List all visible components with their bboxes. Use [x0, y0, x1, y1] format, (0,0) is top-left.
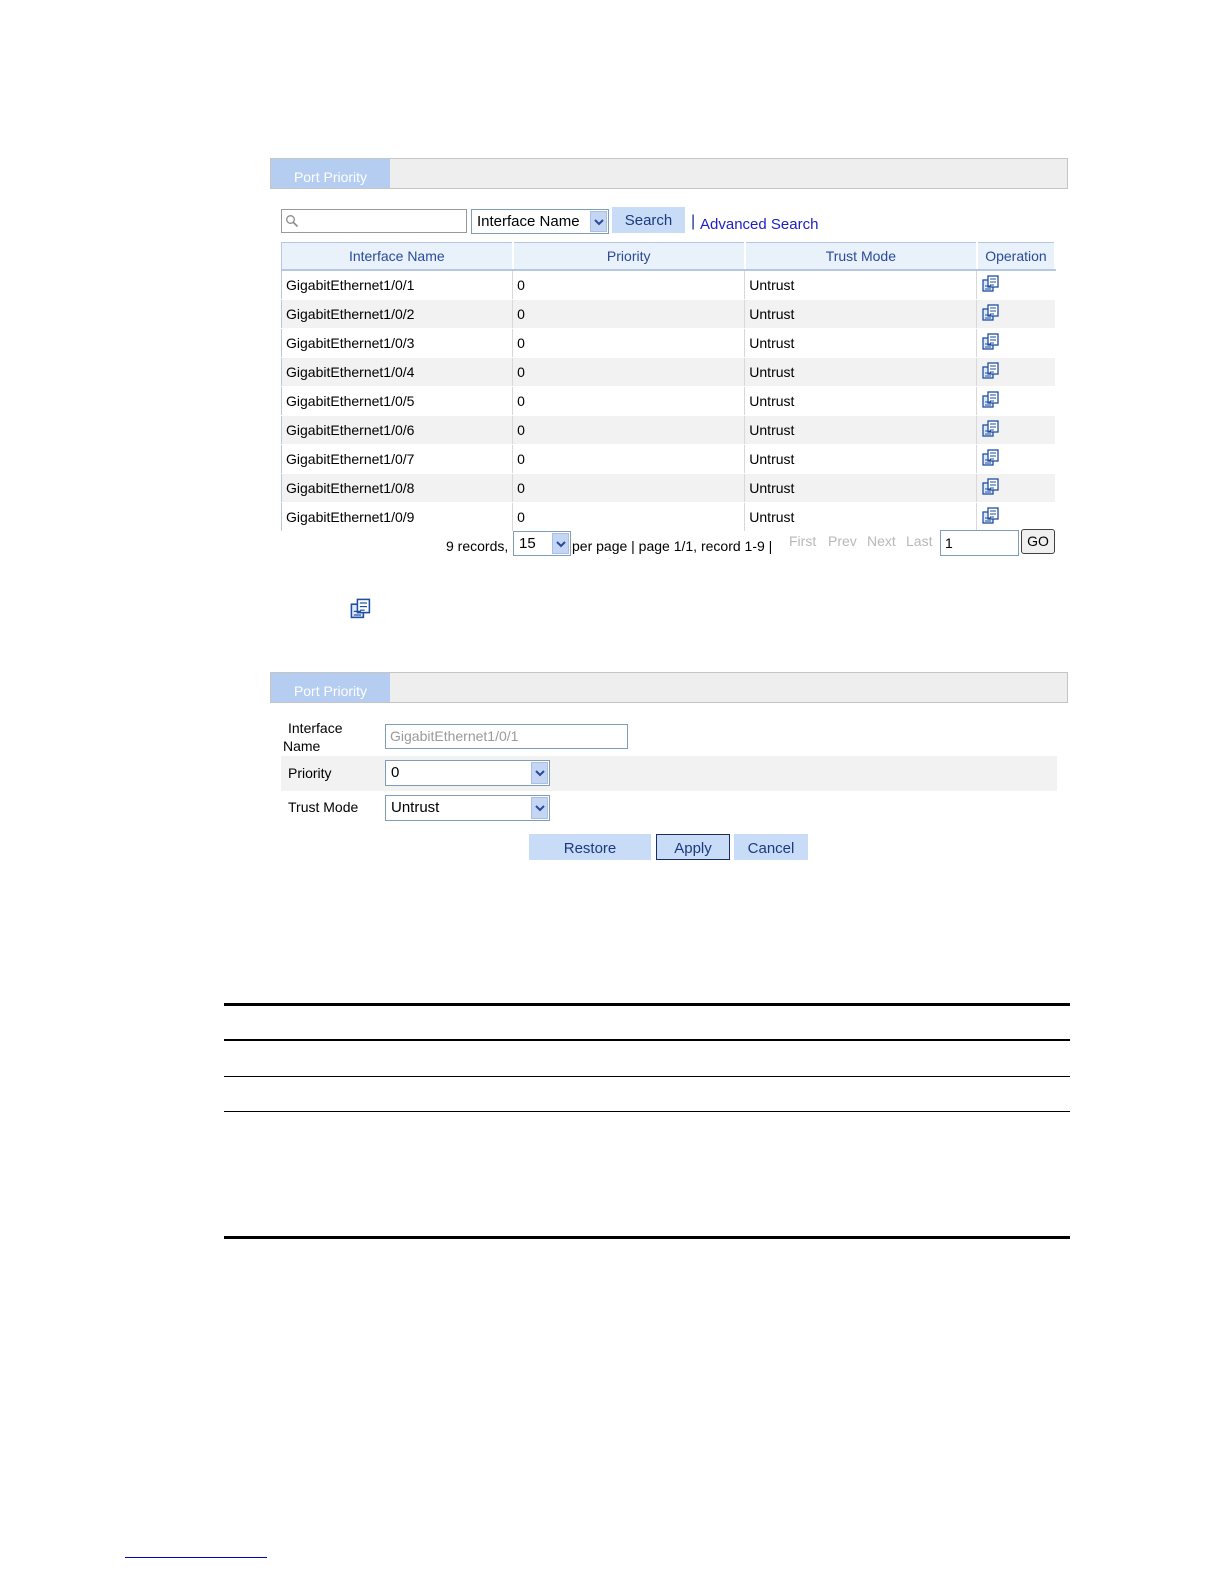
- cell-trust-mode: Untrust: [745, 329, 977, 358]
- trust-mode-value: Untrust: [391, 799, 440, 816]
- cell-interface: GigabitEthernet1/0/5: [282, 387, 513, 416]
- table-row: [282, 416, 1056, 445]
- cell-trust-mode: Untrust: [745, 445, 977, 474]
- table-rule-row1: [224, 1076, 1070, 1077]
- search-input-box[interactable]: [281, 209, 467, 233]
- table-row: [282, 474, 1056, 503]
- cell-interface: GigabitEthernet1/0/3: [282, 329, 513, 358]
- edit-icon[interactable]: [981, 303, 1001, 323]
- cell-interface: GigabitEthernet1/0/1: [282, 270, 513, 300]
- cell-priority: 0: [513, 358, 745, 387]
- cell-priority: 0: [513, 474, 745, 503]
- cancel-button[interactable]: Cancel: [734, 834, 808, 860]
- cell-interface: GigabitEthernet1/0/6: [282, 416, 513, 445]
- chevron-down-icon[interactable]: [531, 762, 548, 784]
- table-row: [282, 300, 1056, 329]
- cell-interface: GigabitEthernet1/0/2: [282, 300, 513, 329]
- edit-icon[interactable]: [981, 448, 1001, 468]
- advanced-search-link[interactable]: Advanced Search: [700, 216, 819, 233]
- header-priority[interactable]: Priority: [513, 243, 745, 271]
- trust-mode-label: Trust Mode: [288, 799, 359, 815]
- pager-prev[interactable]: Prev: [828, 533, 857, 549]
- table-row: [282, 329, 1056, 358]
- priority-value: 0: [391, 764, 400, 781]
- cell-interface: GigabitEthernet1/0/8: [282, 474, 513, 503]
- search-separator: |: [691, 213, 696, 230]
- cell-priority: 0: [513, 387, 745, 416]
- interface-name-field[interactable]: GigabitEthernet1/0/1: [385, 724, 628, 749]
- table-row: [282, 445, 1056, 474]
- pager-last[interactable]: Last: [906, 533, 933, 549]
- edit-icon[interactable]: [981, 332, 1001, 352]
- cell-operation: [977, 358, 1055, 387]
- search-input[interactable]: [300, 212, 464, 232]
- pager-first[interactable]: First: [789, 533, 817, 549]
- table-rule-header: [224, 1039, 1070, 1041]
- cell-priority: 0: [513, 270, 745, 300]
- cell-trust-mode: Untrust: [745, 387, 977, 416]
- cell-priority: 0: [513, 445, 745, 474]
- cell-operation: [977, 329, 1055, 358]
- table-row: [282, 387, 1056, 416]
- restore-button[interactable]: Restore: [529, 834, 651, 860]
- trust-mode-select[interactable]: [385, 795, 550, 821]
- table-rule-top: [224, 1003, 1070, 1006]
- go-button[interactable]: GO: [1021, 529, 1055, 554]
- table-row: [282, 503, 1056, 532]
- edit-icon[interactable]: [981, 390, 1001, 410]
- apply-button[interactable]: Apply: [656, 834, 730, 860]
- edit-icon[interactable]: [981, 477, 1001, 497]
- header-operation: Operation: [977, 243, 1055, 271]
- tab-port-priority[interactable]: Port Priority: [271, 159, 390, 188]
- cell-trust-mode: Untrust: [745, 416, 977, 445]
- cell-priority: 0: [513, 329, 745, 358]
- tab-port-priority-edit[interactable]: Port Priority: [271, 673, 390, 702]
- cell-interface: GigabitEthernet1/0/4: [282, 358, 513, 387]
- interface-label-line2: Name: [283, 738, 321, 754]
- pager-next[interactable]: Next: [867, 533, 896, 549]
- cell-operation: [977, 503, 1055, 532]
- per-page-value: 15: [519, 535, 536, 552]
- cell-priority: 0: [513, 416, 745, 445]
- cell-trust-mode: Untrust: [745, 503, 977, 532]
- edit-icon[interactable]: [981, 361, 1001, 381]
- cell-operation: [977, 416, 1055, 445]
- search-field-value: Interface Name: [477, 213, 580, 230]
- interface-label-line1: Interface: [288, 720, 343, 736]
- cell-operation: [977, 445, 1055, 474]
- table-rule-bottom: [224, 1236, 1070, 1239]
- edit-port-priority-tabbar: [270, 672, 1068, 703]
- pager-info: per page | page 1/1, record 1-9 |: [572, 538, 773, 554]
- search-button[interactable]: Search: [612, 207, 685, 233]
- table-rule-row2: [224, 1111, 1070, 1112]
- cell-priority: 0: [513, 503, 745, 532]
- edit-icon[interactable]: [981, 419, 1001, 439]
- search-icon: [285, 214, 299, 228]
- header-trust-mode[interactable]: Trust Mode: [745, 243, 977, 271]
- page-number-input[interactable]: 1: [940, 530, 1019, 556]
- priority-select[interactable]: [385, 760, 550, 786]
- chevron-down-icon[interactable]: [531, 797, 548, 819]
- priority-label: Priority: [288, 765, 332, 781]
- search-field-select[interactable]: [471, 209, 609, 234]
- cell-operation: [977, 270, 1055, 300]
- cell-operation: [977, 300, 1055, 329]
- pager-records: 9 records,: [446, 538, 509, 554]
- port-priority-tabbar: [270, 158, 1068, 189]
- edit-icon: [349, 597, 373, 621]
- cell-operation: [977, 474, 1055, 503]
- cell-trust-mode: Untrust: [745, 358, 977, 387]
- chevron-down-icon[interactable]: [590, 211, 607, 232]
- edit-icon[interactable]: [981, 274, 1001, 294]
- cell-trust-mode: Untrust: [745, 300, 977, 329]
- cell-operation: [977, 387, 1055, 416]
- port-priority-table: [281, 242, 1056, 532]
- edit-icon[interactable]: [981, 506, 1001, 526]
- table-row: [282, 358, 1056, 387]
- chevron-down-icon[interactable]: [552, 533, 569, 554]
- cell-interface: GigabitEthernet1/0/9: [282, 503, 513, 532]
- cell-interface: GigabitEthernet1/0/7: [282, 445, 513, 474]
- cell-trust-mode: Untrust: [745, 474, 977, 503]
- footer-link-underline: [125, 1557, 267, 1558]
- cell-trust-mode: Untrust: [745, 270, 977, 300]
- table-row: [282, 270, 1056, 300]
- cell-priority: 0: [513, 300, 745, 329]
- table-header-row: [282, 243, 1056, 271]
- per-page-select[interactable]: [513, 531, 571, 556]
- header-interface-name[interactable]: Interface Name: [282, 243, 513, 271]
